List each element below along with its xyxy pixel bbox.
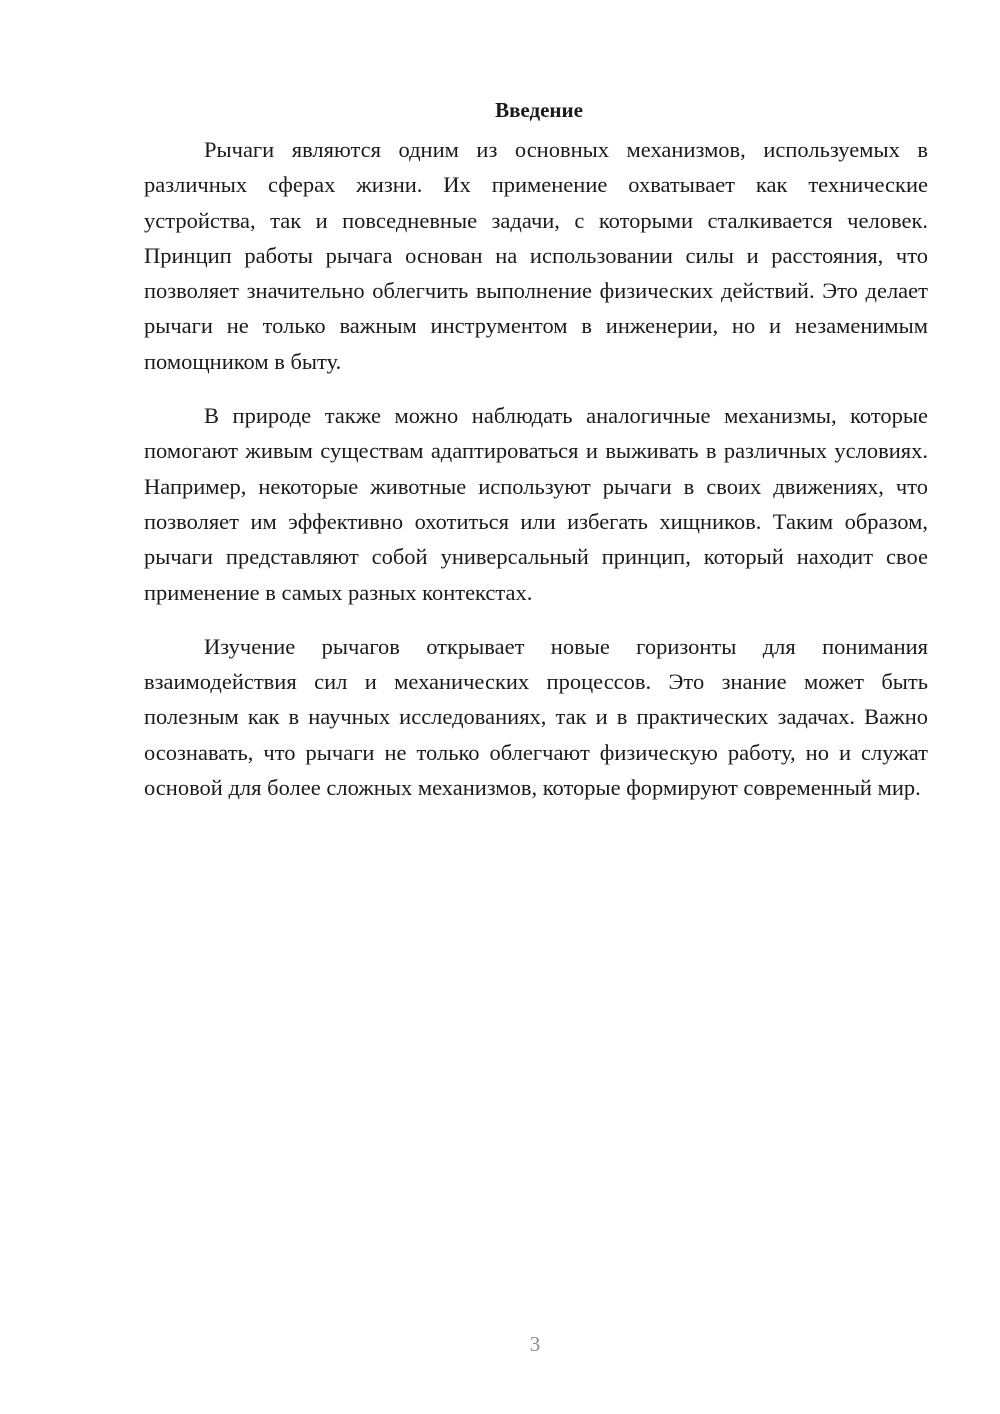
page-content <box>144 92 928 824</box>
paragraph-1: Рычаги являются одним из основных механизмов, используемых в различных сферах жизни. Их применение охватывает как технические устройства, так и повседневные задачи, с которыми сталкивается человек. Принцип работы рычага основан на использовании силы и расстояния, что позволяет значительно облегчить выполнение физических действий. Это делает рычаги не только важным инструментом в инженерии, но и незаменимым помощником в быту. <box>144 137 928 374</box>
paragraph-3: Изучение рычагов открывает новые горизонты для понимания взаимодействия сил и механических процессов. Это знание может быть полезным как в научных исследованиях, так и в практических задачах. Важно осознавать, что рычаги не только облегчают физическую работу, но и служат основой для более сложных механизмов, которые формируют современный мир. <box>144 633 928 801</box>
page-number: 3 <box>529 1332 541 1356</box>
section-heading: Введение <box>495 98 583 122</box>
paragraph-2: В природе также можно наблюдать аналогичные механизмы, которые помогают живым существам адаптироваться и выживать в различных условиях. Например, некоторые животные используют рычаги в своих движениях, что позволяет им эффективно охотиться или избегать хищников. Таким образом, рычаги представляют собой универсальный принцип, который находит свое применение в самых разных контекстах. <box>144 403 928 605</box>
